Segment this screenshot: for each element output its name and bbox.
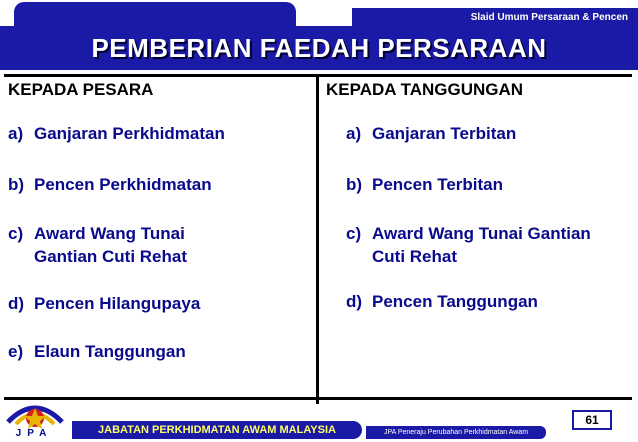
item-letter: e) <box>8 342 24 361</box>
right-item <box>346 173 503 196</box>
right-item <box>346 290 538 313</box>
left-item <box>8 122 225 145</box>
right-item <box>346 222 591 268</box>
item-text: Pencen Tanggungan <box>372 292 538 311</box>
item-letter: a) <box>8 124 24 143</box>
right-item <box>346 122 516 145</box>
left-item <box>8 340 186 363</box>
left-column-heading: KEPADA PESARA <box>8 80 154 99</box>
item-text: Ganjaran Terbitan <box>372 124 517 143</box>
title-band <box>0 26 638 70</box>
item-text-continued: Gantian Cuti Rehat <box>34 247 188 266</box>
title-tab-decoration <box>14 2 296 26</box>
item-letter: c) <box>346 224 362 243</box>
item-text-continued: Cuti Rehat <box>372 247 457 266</box>
logo-text: JPA <box>15 428 53 439</box>
left-item <box>8 173 212 196</box>
item-letter: d) <box>8 294 25 313</box>
item-text: Award Wang Tunai <box>34 224 185 243</box>
left-item <box>8 222 187 268</box>
left-item <box>8 292 200 315</box>
header-label: Slaid Umum Persaraan & Pencen <box>352 8 638 26</box>
item-text: Pencen Terbitan <box>372 175 503 194</box>
page-number: 61 <box>572 410 612 430</box>
item-letter: b) <box>8 175 25 194</box>
footer-organization: JABATAN PERKHIDMATAN AWAM MALAYSIA <box>72 421 362 439</box>
column-divider <box>316 74 319 404</box>
item-letter: b) <box>346 175 363 194</box>
slide-title: PEMBERIAN FAEDAH PERSARAAN <box>91 32 547 63</box>
item-letter: a) <box>346 124 362 143</box>
item-letter: d) <box>346 292 363 311</box>
item-letter: c) <box>8 224 24 243</box>
item-text: Pencen Hilangupaya <box>34 294 201 313</box>
item-text: Pencen Perkhidmatan <box>34 175 212 194</box>
right-column-heading: KEPADA TANGGUNGAN <box>326 80 524 99</box>
footer-tagline: JPA Peneraju Perubahan Perkhidmatan Awam <box>366 426 546 439</box>
item-text: Ganjaran Perkhidmatan <box>34 124 225 143</box>
item-text: Award Wang Tunai Gantian <box>372 224 591 243</box>
item-text: Elaun Tanggungan <box>34 342 186 361</box>
